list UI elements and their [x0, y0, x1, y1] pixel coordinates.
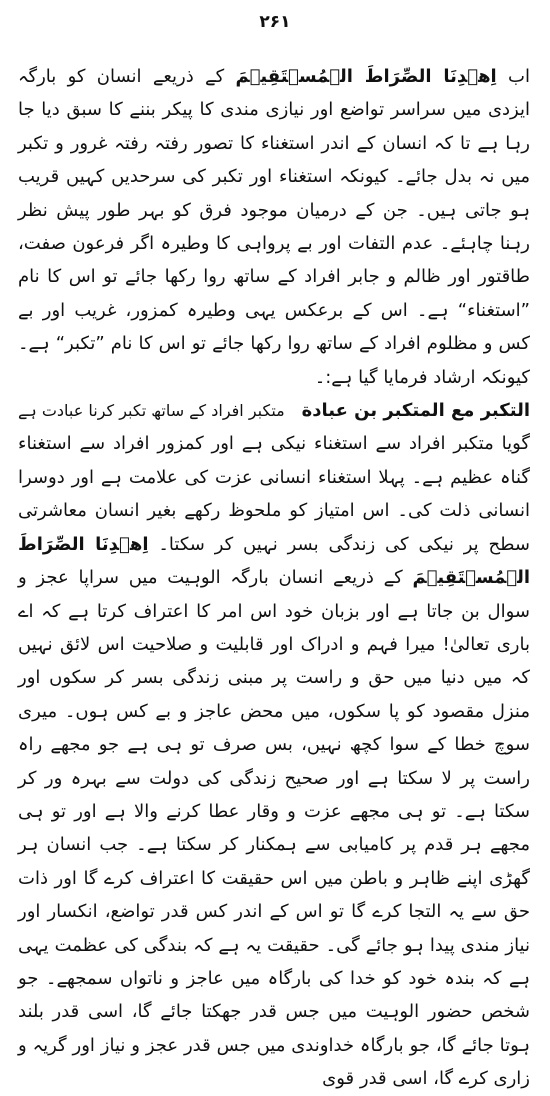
paragraph-2: [18, 427, 530, 1095]
saying-translation: متکبر افراد کے ساتھ تکبر کرنا عبادت ہے: [18, 401, 285, 421]
quranic-verse: اِهۡدِنَا الصِّرَاطَ الۡمُسۡتَقِيۡمَ: [235, 66, 497, 87]
paragraph-1-text: کے ذریعے انسان کو بارگہ ایزدی میں سراسر تواضع اور نیازی مندی کا پیکر بننے کا سبق دیا جا رہا ہے تا کہ انسان کے اندر استغناء کا تصور رفتہ رفتہ غرور و تکبر میں نہ بدل جائے۔ کیونکہ استغناء اور تکبر کی سرحدیں کہیں قریب ہو جاتی ہیں۔ جن کے درمیان موجود فرق کو بہر طور پیش نظر رہنا چاہئے۔ عدم التفات اور بے پرواہی کا وطیرہ اگر فرعون صفت، طاقتور اور ظالم و جابر افراد کے ساتھ روا رکھا جائے تو اس کا نام ”استغناء“ ہے۔ اس کے برعکس یہی وطیرہ کمزور، غریب اور بے کس و مظلوم افراد کے ساتھ روا رکھا جائے تو اس کا نام ”تکبر“ ہے۔ کیونکہ ارشاد فرمایا گیا ہے:۔: [18, 66, 530, 388]
paragraph-2-text-end: کے ذریعے انسان بارگہ الوہیت میں سراپا عجز و سوال بن جاتا ہے اور بزبان خود اس امر کا اعتراف کرتا ہے کہ اے باری تعالیٰ! میرا فہم و ادراک اور قابلیت و صلاحیت اس لائق نہیں کہ میں دنیا میں حق و راست پر مبنی زندگی بسر کر سکوں اور منزل مقصود کو پا سکوں، میں محض عاجز و بے کس ہوں۔ میری سوچ خطا کے سوا کچھ نہیں، بس صرف تو ہی ہے جو مجھے راہ راست پر لا سکتا ہے اور صحیح زندگی کی دولت سے بہرہ ور کر سکتا ہے۔ تو ہی مجھے عزت و وقار عطا کرنے والا ہے اور تو ہی مجھے ہر قدم پر کامیابی سے ہمکنار کر سکتا ہے۔ جب انسان ہر گھڑی اپنے ظاہر و باطن میں اس حقیقت کا اعتراف کرے گا اور ذات حق سے یہ التجا کرے گا تو اس کے اندر کس قدر تواضع، انکسار اور نیاز مندی پیدا ہو جائے گی۔ حقیقت یہ ہے کہ بندگی کی عظمت یہی ہے کہ بندہ خود کو خدا کی بارگاہ میں عاجز و ناتواں سمجھے۔ جو شخص حضور الوہیت میں جس قدر جھکتا جائے گا، اسی قدر بلند ہوتا جائے گا، جو بارگاہ خداوندی میں جس قدر عجز و نیاز اور گریہ و زاری کرے گا، اسی قدر قوی: [18, 567, 530, 1090]
paragraph-2-text-start: گویا متکبر افراد سے استغناء نیکی ہے اور کمزور افراد سے استغناء گناہ عظیم ہے۔ پہلا استغناء انسانی عزت کی علامت ہے اور دوسرا انسانی ذلت کی۔ اس امتیاز کو ملحوظ رکھے بغیر انسان معاشرتی سطح پر نیکی کی زندگی بسر نہیں کر سکتا۔: [18, 433, 530, 555]
quranic-verse-repeat: اِهۡدِنَا الصِّرَاطَ الۡمُسۡتَقِيۡمَ: [18, 533, 530, 589]
quote-block: [18, 394, 530, 427]
arabic-saying: التکبر مع المتکبر بن عبادة: [301, 400, 530, 422]
paragraph-1: [18, 60, 530, 394]
page-body: [18, 60, 530, 1096]
paragraph-1-opening: اب: [508, 66, 530, 87]
page-number: ۲۶۱: [259, 12, 291, 32]
